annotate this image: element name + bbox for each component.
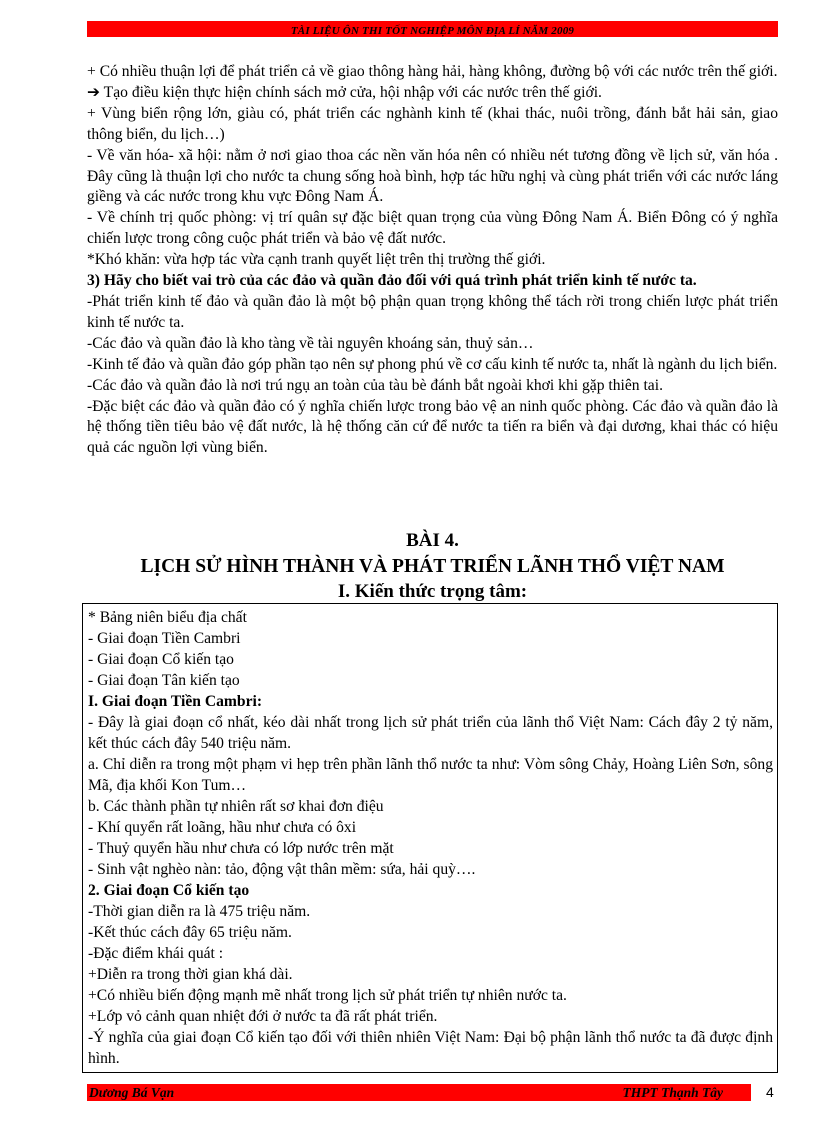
header-title: TÀI LIỆU ÔN THI TỐT NGHIỆP MÔN ĐỊA LÍ NĂM 2009 <box>290 25 575 37</box>
box-line: - Giai đoạn Tiền Cambri <box>88 630 241 647</box>
lesson-title: LỊCH SỬ HÌNH THÀNH VÀ PHÁT TRIỂN LÃNH THỔ VIỆT NAM <box>140 556 725 577</box>
paragraph: -Các đảo và quần đảo là nơi trú ngụ an toàn của tàu bè đánh bắt ngoài khơi khi gặp thiên tai. <box>87 376 663 394</box>
box-line: -Kết thúc cách đây 65 triệu năm. <box>88 924 292 941</box>
footer-author: Dương Bá Vạn <box>89 1085 175 1100</box>
box-line: +Lớp vỏ cảnh quan nhiệt đới ở nước ta đã rất phát triển. <box>88 1008 438 1025</box>
box-line: - Sinh vật nghèo nàn: tảo, động vật thân mềm: sứa, hải quỳ…. <box>88 861 476 878</box>
paragraph: 3) Hãy cho biết vai trò của các đảo và quần đảo đối với quá trình phát triển kinh tế nước ta. <box>87 272 697 290</box>
box-line: b. Các thành phần tự nhiên rất sơ khai đơn điệu <box>88 798 384 815</box>
box-line: - Giai đoạn Cổ kiến tạo <box>88 651 234 668</box>
box-line: -Ý nghĩa của giai đoạn Cổ kiến tạo đối với thiên nhiên Việt Nam: Đại bộ phận lãnh thổ nước ta đã được định hình. <box>88 1029 773 1067</box>
lesson-heading <box>87 528 778 604</box>
box-line: -Đặc điểm khái quát : <box>88 945 224 962</box>
lesson-number: BÀI 4. <box>406 530 459 551</box>
paragraph: -Đặc biệt các đảo và quần đảo có ý nghĩa chiến lược trong bảo vệ an ninh quốc phòng. Các đảo và quần đảo là hệ thống tiền tiêu bảo vệ đất nước, là hệ thống căn cứ để nước ta tiến ra biển và đại dương, khai thác có hiệu quả các nguồn lợi vùng biển. <box>87 397 778 457</box>
page-number: 4 <box>766 1084 774 1100</box>
box-line: +Diễn ra trong thời gian khá dài. <box>88 966 293 983</box>
box-line: - Khí quyển rất loãng, hầu như chưa có ôxi <box>88 819 357 836</box>
paragraph: -Kinh tế đảo và quần đảo góp phần tạo nên sự phong phú về cơ cấu kinh tế nước ta, nhất là ngành du lịch biển. <box>87 355 778 373</box>
paragraph: - Về chính trị quốc phòng: vị trí quân sự đặc biệt quan trọng của vùng Đông Nam Á. Biển Đông có ý nghĩa chiến lược trong công cuộc phát triển và bảo vệ đất nước. <box>87 209 778 248</box>
section-title: I. Kiến thức trọng tâm: <box>337 581 528 602</box>
box-line: - Thuỷ quyển hầu như chưa có lớp nước trên mặt <box>88 840 394 857</box>
paragraph: -Các đảo và quần đảo là kho tàng về tài nguyên khoáng sản, thuỷ sản… <box>87 334 534 352</box>
footer-bar <box>87 1084 751 1101</box>
box-line: 2. Giai đoạn Cổ kiến tạo <box>88 882 250 899</box>
paragraph: ➔ Tạo điều kiện thực hiện chính sách mở cửa, hội nhập với các nước trên thế giới. <box>87 83 602 101</box>
box-line: a. Chỉ diễn ra trong một phạm vi hẹp trên phần lãnh thổ nước ta như: Vòm sông Chảy, Hoàng Liên Sơn, sông Mã, địa khối Kon Tum… <box>88 756 773 794</box>
paragraph: + Có nhiều thuận lợi để phát triển cả về giao thông hàng hải, hàng không, đường bộ với các nước trên thế giới. <box>87 63 778 80</box>
paragraph: *Khó khăn: vừa hợp tác vừa cạnh tranh quyết liệt trên thị trường thế giới. <box>87 251 546 269</box>
box-line: -Thời gian diễn ra là 475 triệu năm. <box>88 903 311 920</box>
header-bar <box>87 21 778 37</box>
box-line: +Có nhiều biến động mạnh mẽ nhất trong lịch sử phát triển tự nhiên nước ta. <box>88 987 567 1004</box>
top-section <box>87 62 778 459</box>
box-line: I. Giai đoạn Tiền Cambri: <box>88 693 263 710</box>
box-line: - Đây là giai đoạn cổ nhất, kéo dài nhất trong lịch sử phát triển của lãnh thổ Việt Nam: Cách đây 2 tỷ năm, kết thúc cách đây 540 triệu năm. <box>88 714 773 752</box>
knowledge-box <box>82 603 778 1073</box>
paragraph: + Vùng biển rộng lớn, giàu có, phát triển các nghành kinh tế (khai thác, nuôi trồng, đánh bắt hải sản, giao thông biển, du lịch…) <box>87 104 778 143</box>
paragraph: - Về văn hóa- xã hội: nằm ở nơi giao thoa các nền văn hóa nên có nhiều nét tương đồng về lịch sử, văn hóa . Đây cũng là thuận lợi cho nước ta chung sống hoà bình, hợp tác hữu nghị và cùng phát triển với các nước láng giềng và các nước trong khu vực Đông Nam Á. <box>87 146 778 206</box>
paragraph: -Phát triển kinh tế đảo và quần đảo là một bộ phận quan trọng không thể tách rời trong chiến lược phát triển kinh tế nước ta. <box>87 292 778 331</box>
footer-school: THPT Thạnh Tây <box>622 1085 723 1100</box>
box-line: - Giai đoạn Tân kiến tạo <box>88 672 240 689</box>
box-line: * Bảng niên biểu địa chất <box>88 609 247 626</box>
